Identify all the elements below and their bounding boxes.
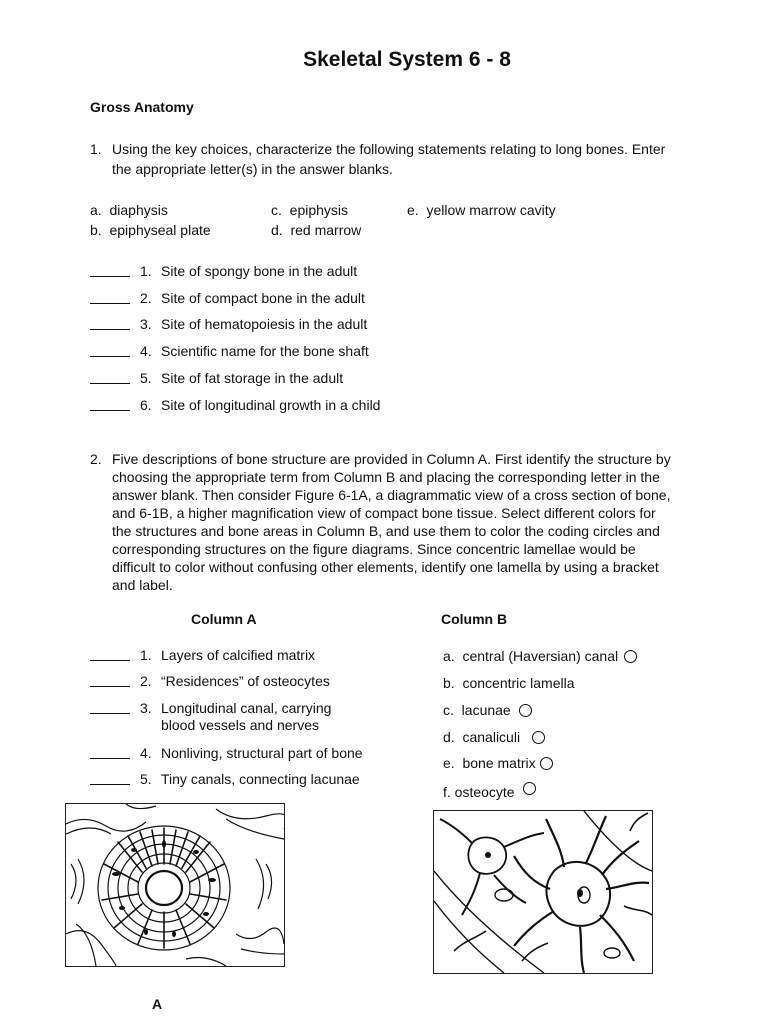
- key-choice-a: a. diaphysis: [90, 202, 168, 218]
- column-b-item-d: d. canaliculi: [443, 729, 545, 745]
- key-choice-c: c. epiphysis: [271, 202, 349, 218]
- question-1: [90, 140, 730, 180]
- key-choice-d: d. red marrow: [271, 222, 362, 238]
- column-a-header: Column A: [191, 611, 257, 627]
- answer-blank[interactable]: [90, 397, 130, 411]
- answer-blank[interactable]: [90, 263, 130, 277]
- column-b-item-a: a. central (Haversian) canal: [443, 648, 637, 664]
- answer-blank[interactable]: [90, 771, 130, 785]
- color-coding-circle[interactable]: [624, 650, 637, 663]
- osteocyte-diagram: [434, 811, 652, 973]
- column-b-item-f: f. osteocyte: [443, 782, 536, 800]
- answer-blank[interactable]: [90, 343, 130, 357]
- answer-blank[interactable]: [90, 700, 130, 714]
- figure-b-compact-bone: [433, 810, 653, 974]
- answer-blank[interactable]: [90, 316, 130, 330]
- key-choice-b: b. epiphyseal plate: [90, 222, 211, 238]
- question-1-number: 1.: [90, 141, 102, 157]
- section-heading: Gross Anatomy: [90, 99, 194, 115]
- question-2: 2. Five descriptions of bone structure are provided in Column A. First identify the structure by choosing the appropriate term from Column B and placing the corresponding letter in the answer blank. Then consider Figure 6-1A, a diagrammatic view of a cross section of bone, and 6-1B, a higher magnification view of compact bone tissue. Select different colors for the structures and bone areas in Column B, and use them to color the coding circles and corresponding structures on the figure diagrams. Since concentric lamellae would be difficult to color without confusing other elements, identify one lamella by using a bracket and label.: [90, 451, 671, 593]
- answer-blank[interactable]: [90, 745, 130, 759]
- answer-blank[interactable]: [90, 290, 130, 304]
- color-coding-circle[interactable]: [532, 731, 545, 744]
- color-coding-circle[interactable]: [523, 782, 536, 795]
- column-b-item-e: e. bone matrix: [443, 755, 553, 771]
- color-coding-circle[interactable]: [519, 704, 532, 717]
- column-b-item-c: c. lacunae: [443, 702, 532, 718]
- answer-blank[interactable]: [90, 647, 130, 661]
- answer-blank[interactable]: [90, 370, 130, 384]
- color-coding-circle[interactable]: [540, 757, 553, 770]
- answer-blank[interactable]: [90, 673, 130, 687]
- question-1-line-2: the appropriate letter(s) in the answer blanks.: [112, 161, 393, 177]
- key-choice-e: e. yellow marrow cavity: [407, 202, 556, 218]
- question-1-line-1: Using the key choices, characterize the following statements relating to long bones. Enter: [112, 141, 666, 157]
- column-b-header: Column B: [441, 611, 508, 627]
- figure-a-bone-cross-section: [65, 803, 285, 967]
- osteon-diagram: [66, 804, 284, 966]
- question-2-number: 2.: [90, 451, 102, 467]
- column-b-item-b: b. concentric lamella: [443, 675, 575, 691]
- page-title: Skeletal System 6 - 8: [303, 48, 511, 71]
- figure-a-label: A: [152, 996, 163, 1012]
